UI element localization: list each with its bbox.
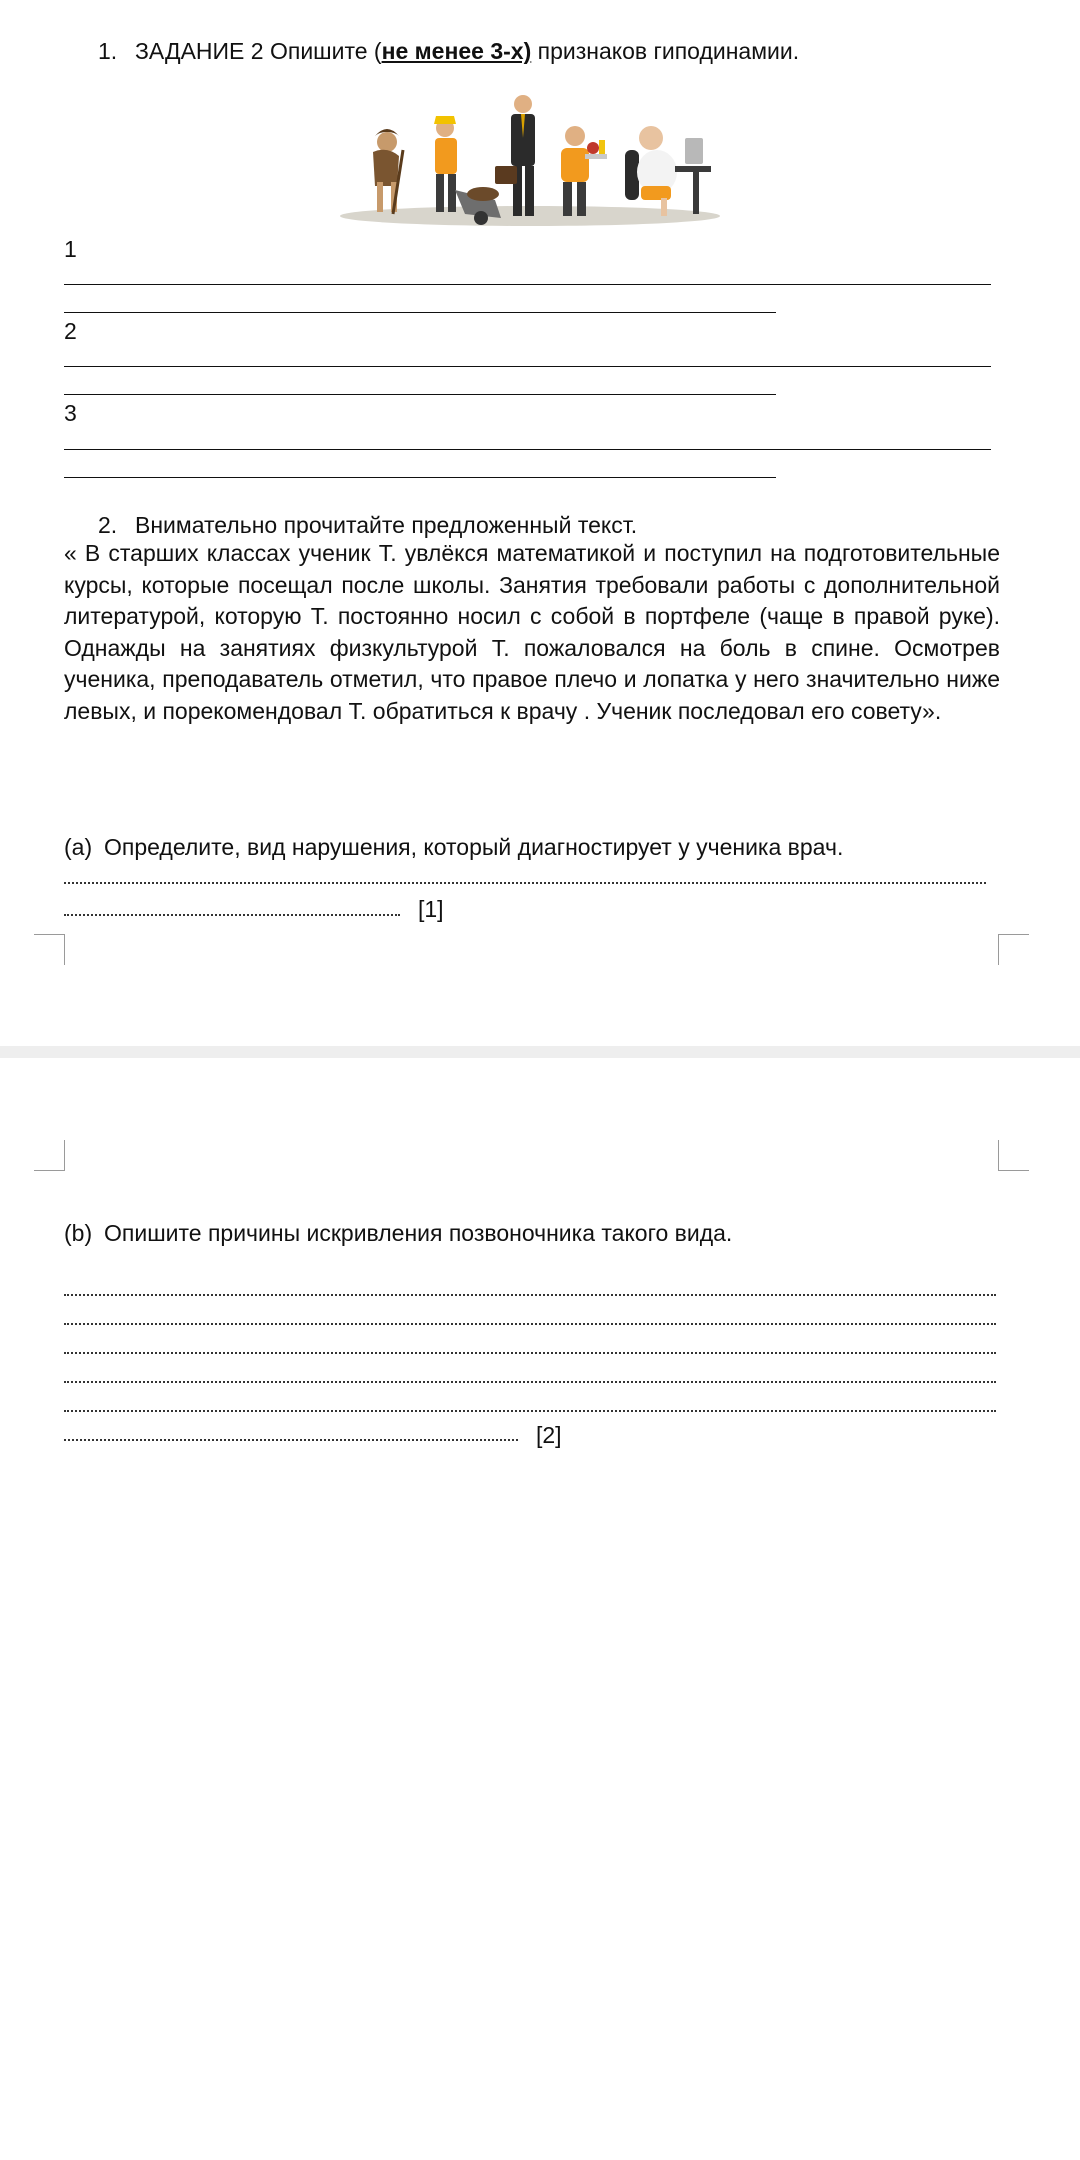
answer-3-line-2[interactable] (64, 477, 776, 478)
answer-2-line-2[interactable] (64, 394, 776, 395)
crop-mark-bottom-right (998, 934, 1029, 965)
task1-prefix: ЗАДАНИЕ 2 Опишите ( (135, 38, 382, 64)
question-b-answer-line-4[interactable] (64, 1381, 996, 1383)
document-page-1 (0, 0, 1080, 1046)
question-a-label: (a) (64, 834, 93, 860)
question-b-answer-line-3[interactable] (64, 1352, 996, 1354)
man-with-food-figure (561, 126, 607, 216)
question-b-answer-line-1[interactable] (64, 1294, 996, 1296)
answer-3-label: 3 (64, 400, 77, 426)
caveman-figure (373, 129, 403, 214)
question-b-answer-line-6[interactable] (64, 1439, 518, 1441)
task1-number: 1. (98, 38, 118, 64)
task1-suffix: признаков гиподинамии. (531, 38, 800, 64)
question-b-text: Опишите причины искривления позвоночника такого вида. (104, 1220, 733, 1246)
task1-emphasis: не менее 3-х) (381, 38, 532, 64)
page-separator (0, 1046, 1080, 1058)
answer-1-line-1[interactable] (64, 284, 991, 285)
answer-1-line-2[interactable] (64, 312, 776, 313)
question-b-answer-line-2[interactable] (64, 1323, 996, 1325)
task2-title: Внимательно прочитайте предложенный текст. (135, 512, 638, 538)
answer-3-line-1[interactable] (64, 449, 991, 450)
question-b-mark: [2] (536, 1422, 562, 1448)
answer-1-label: 1 (64, 236, 77, 262)
task2-passage: « В старших классах ученик Т. увлёкся математикой и поступил на подготовительные курсы, которые посещал после школы. Занятия требовали работы с дополнительной литературой, которую Т. постоянно носил с собой в портфеле (чаще в правой руке). Однажды на занятиях физкультурой Т. пожаловался на боль в спине. Осмотрев ученика, преподаватель отметил, что правое плечо и лопатка у него значительно ниже левых, и порекомендовал Т. обратиться к врачу . Ученик последовал его совету». (64, 540, 1000, 724)
crop-mark-top-left (34, 1140, 65, 1171)
question-a-answer-line-1[interactable] (64, 882, 986, 884)
question-a-mark: [1] (418, 896, 444, 922)
task2-number: 2. (98, 512, 118, 538)
question-a-text: Определите, вид нарушения, который диагностирует у ученика врач. (104, 834, 844, 860)
crop-mark-top-right (998, 1140, 1029, 1171)
answer-2-line-1[interactable] (64, 366, 991, 367)
document-page-2 (0, 1058, 1080, 2160)
answer-2-label: 2 (64, 318, 77, 344)
hypodynamia-evolution-illustration (335, 90, 725, 230)
businessman-figure (495, 95, 535, 216)
question-b-answer-line-5[interactable] (64, 1410, 996, 1412)
man-at-computer-figure (625, 126, 711, 216)
crop-mark-bottom-left (34, 934, 65, 965)
question-b-label: (b) (64, 1220, 93, 1246)
task1-heading (135, 38, 799, 65)
question-a-answer-line-2[interactable] (64, 914, 400, 916)
